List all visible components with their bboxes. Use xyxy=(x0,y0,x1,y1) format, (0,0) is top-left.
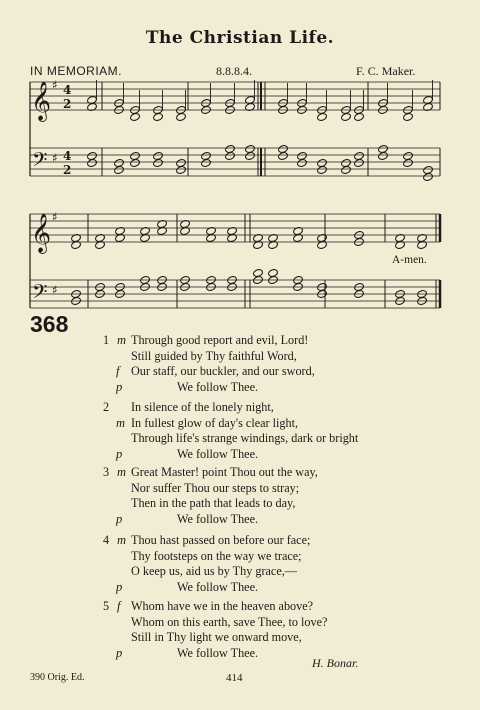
note-head xyxy=(341,112,352,121)
hymn-author: H. Bonar. xyxy=(312,656,359,670)
verse-number: 4 xyxy=(103,533,110,547)
note-head xyxy=(378,151,389,160)
note-head xyxy=(225,151,236,160)
dynamic-marking: m xyxy=(117,333,127,347)
verse-line: Still guided by Thy faithful Word, xyxy=(131,348,297,363)
note-head xyxy=(245,151,256,160)
verse-line: Still in Thy light we onward move, xyxy=(131,630,302,644)
tune-meter: 8.8.8.4. xyxy=(216,64,252,78)
note-head xyxy=(354,158,365,167)
note-head xyxy=(130,158,141,167)
verse-line: Nor suffer Thou our steps to stray; xyxy=(131,480,300,495)
note-head xyxy=(87,158,98,167)
note-head xyxy=(153,158,164,167)
key-signature: ♯ xyxy=(52,151,58,165)
note-head xyxy=(130,112,141,121)
verse-line: O keep us, aid us by Thy grace,— xyxy=(131,564,297,578)
hymn-number: 368 xyxy=(30,311,69,337)
dynamic-marking: m xyxy=(117,465,127,479)
dynamic-marking: p xyxy=(116,379,123,394)
verse-line: Thy footsteps on the way we trace; xyxy=(131,548,302,563)
verse-number: 5 xyxy=(103,599,110,613)
note-head xyxy=(176,112,187,121)
verse-line: Thou hast passed on before our face; xyxy=(131,533,311,547)
page-number: 414 xyxy=(226,672,243,684)
clef-symbol: 𝄢 xyxy=(32,148,48,176)
key-signature: ♯ xyxy=(52,210,58,224)
note-head xyxy=(176,165,187,174)
verse-number: 1 xyxy=(103,333,110,347)
key-signature: ♯ xyxy=(52,78,58,92)
refrain-line: We follow Thee. xyxy=(177,511,259,526)
note-head xyxy=(153,112,164,121)
verse-line: Whom have we in the heaven above? xyxy=(131,599,314,613)
verse-number: 2 xyxy=(103,400,110,414)
clef-symbol: 𝄞 xyxy=(31,213,52,253)
dynamic-marking: m xyxy=(117,533,127,547)
verse-line: In silence of the lonely night, xyxy=(131,400,274,414)
time-signature: 4 xyxy=(63,149,72,163)
verse-line: Through life's strange windings, dark or bright xyxy=(131,431,359,445)
verse-line: In fullest glow of day's clear light, xyxy=(131,415,299,430)
verse-line: Through good report and evil, Lord! xyxy=(131,333,309,347)
note-head xyxy=(341,165,352,174)
note-head xyxy=(278,151,289,160)
dynamic-marking: f xyxy=(116,364,120,378)
verse-number: 3 xyxy=(103,465,110,479)
time-signature: 4 xyxy=(63,83,72,97)
section-title: The Christian Life. xyxy=(145,28,335,48)
note-head xyxy=(403,112,414,121)
dynamic-marking: p xyxy=(116,645,123,660)
key-signature: ♯ xyxy=(52,283,58,297)
verse-line: Then in the path that leads to day, xyxy=(131,496,296,510)
note-head xyxy=(297,158,308,167)
note-head xyxy=(201,158,212,167)
time-signature: 2 xyxy=(63,97,72,111)
note-head xyxy=(423,172,434,181)
dynamic-marking: m xyxy=(116,415,126,430)
refrain-line: We follow Thee. xyxy=(177,446,259,461)
clef-symbol: 𝄢 xyxy=(32,280,48,308)
clef-symbol: 𝄞 xyxy=(31,81,52,121)
dynamic-marking: p xyxy=(116,446,123,461)
verse-line: Great Master! point Thou out the way, xyxy=(131,465,318,479)
note-head xyxy=(317,165,328,174)
verse-line: Whom on this earth, save Thee, to love? xyxy=(131,614,328,629)
note-head xyxy=(354,112,365,121)
refrain-line: We follow Thee. xyxy=(177,379,259,394)
dynamic-marking: p xyxy=(116,579,123,594)
amen-label: A-men. xyxy=(392,254,427,266)
dynamic-marking: f xyxy=(117,599,121,613)
note-head xyxy=(317,112,328,121)
edition-note: 390 Orig. Ed. xyxy=(30,672,85,683)
tune-composer: F. C. Maker. xyxy=(356,64,416,78)
note-head xyxy=(403,158,414,167)
refrain-line: We follow Thee. xyxy=(177,645,259,660)
refrain-line: We follow Thee. xyxy=(177,579,259,594)
note-head xyxy=(114,165,125,174)
verse-line: Our staff, our buckler, and our sword, xyxy=(131,364,315,378)
time-signature: 2 xyxy=(63,163,72,177)
dynamic-marking: p xyxy=(116,511,123,526)
tune-name: IN MEMORIAM. xyxy=(30,64,122,78)
